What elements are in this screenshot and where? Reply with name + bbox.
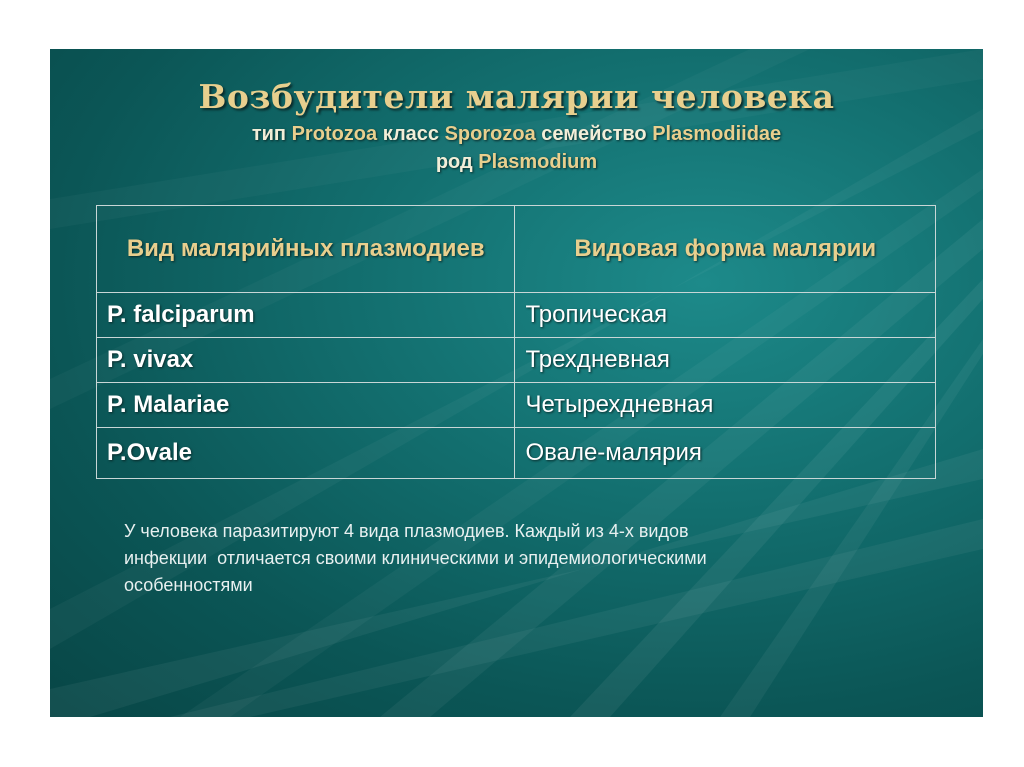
form-cell: Трехдневная	[515, 338, 936, 383]
note-line: У человека паразитируют 4 вида плазмодиев. Каждый из 4-х видов	[124, 521, 689, 541]
class-label: класс	[382, 123, 440, 145]
slide-title: Возбудители малярии человека	[198, 77, 835, 116]
species-cell: P. Malariae	[97, 383, 515, 428]
genus-value: Plasmodium	[478, 151, 598, 173]
family-label: семейство	[541, 123, 647, 145]
form-cell: Овале-малярия	[515, 428, 936, 479]
table-row	[97, 338, 936, 383]
slide	[50, 49, 983, 717]
table-row	[97, 383, 936, 428]
header-form: Видовая форма малярии	[515, 206, 936, 293]
note-line: особенностями	[124, 575, 253, 595]
form-cell: Четырехдневная	[515, 383, 936, 428]
type-value: Protozoa	[291, 123, 378, 145]
taxonomy-line-2	[50, 151, 983, 174]
note-paragraph	[124, 518, 924, 599]
header-species: Вид малярийных плазмодиев	[97, 206, 515, 293]
taxonomy-line-1	[50, 123, 983, 146]
family-value: Plasmodiidae	[652, 123, 782, 145]
type-label: тип	[251, 123, 287, 145]
species-table	[96, 205, 936, 479]
species-cell: P. vivax	[97, 338, 515, 383]
table-header-row	[97, 206, 936, 293]
table-row	[97, 428, 936, 479]
species-cell: P. falciparum	[97, 293, 515, 338]
genus-label: род	[435, 151, 473, 173]
class-value: Sporozoa	[444, 123, 536, 145]
table-row	[97, 293, 936, 338]
note-line: инфекции отличается своими клиническими и эпидемиологическими	[124, 548, 707, 568]
species-cell: P.Ovale	[97, 428, 515, 479]
form-cell: Тропическая	[515, 293, 936, 338]
